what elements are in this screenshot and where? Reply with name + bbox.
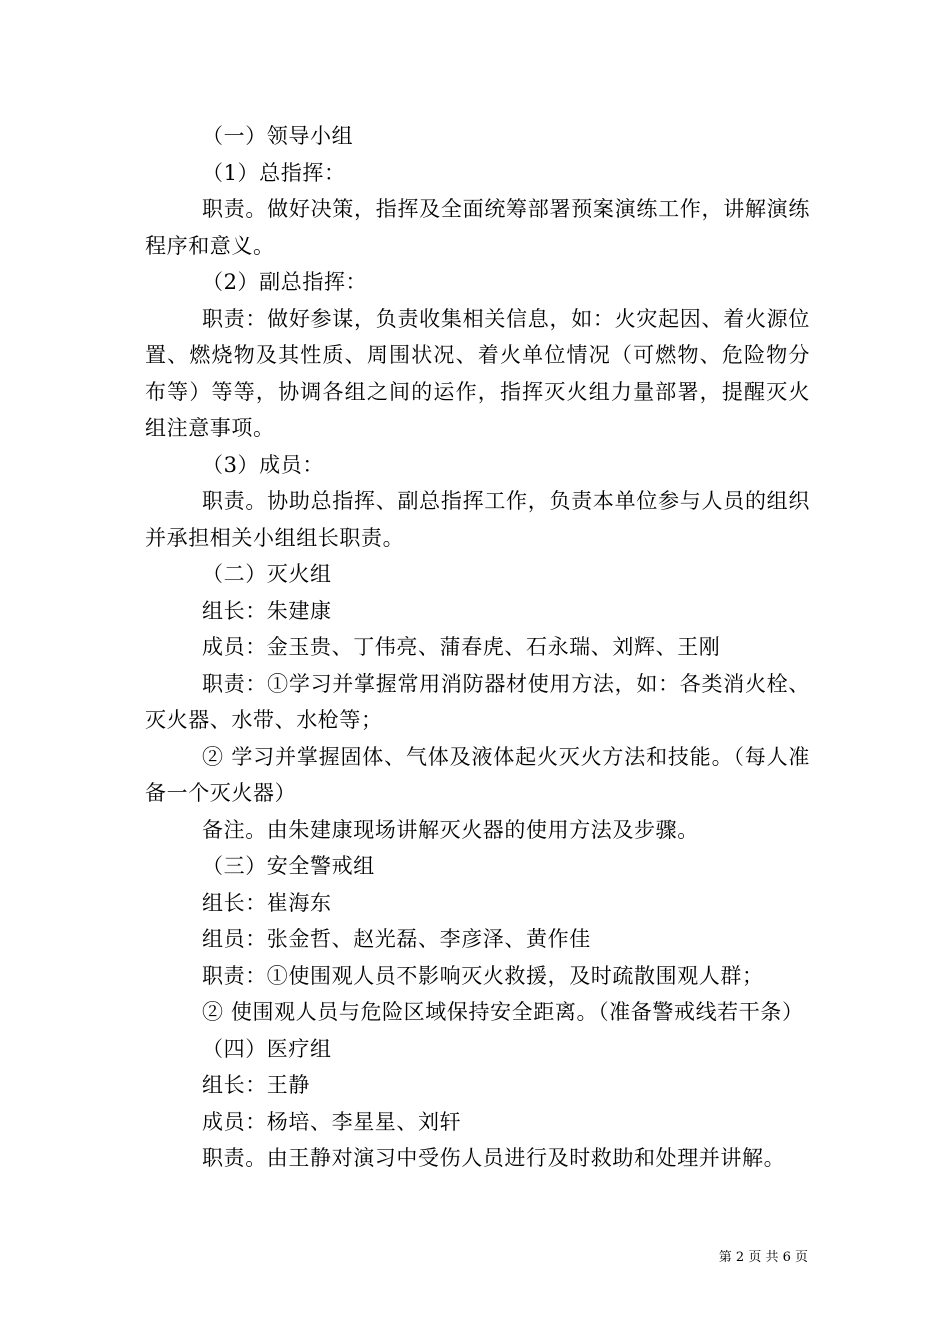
paragraph-firefighting-duty-1: 职责：①学习并掌握常用消防器材使用方法，如：各类消火栓、灭火器、水带、水枪等； [145,671,810,732]
paragraph-commander-duty: 职责。做好决策，指挥及全面统筹部署预案演练工作，讲解演练程序和意义。 [145,197,810,258]
paragraph-members-duty: 职责。协助总指挥、副总指挥工作，负责本单位参与人员的组织并承担相关小组组长职责。 [145,489,810,550]
subheading-deputy-commander: （2）副总指挥： [202,270,368,294]
paragraph-security-duty-2: ② 使围观人员与危险区域保持安全距离。（准备警戒线若干条） [202,1000,804,1024]
document-body [145,118,810,1177]
paragraph-medical-leader: 组长：王静 [202,1073,310,1097]
paragraph-firefighting-note: 备注。由朱建康现场讲解灭火器的使用方法及步骤。 [202,817,699,842]
subheading-commander: （1）总指挥： [202,160,346,185]
paragraph-medical-duty: 职责。由王静对演习中受伤人员进行及时救助和处理并讲解。 [202,1146,786,1170]
paragraph-firefighting-duty-2: ② 学习并掌握固体、气体及液体起火灭火方法和技能。（每人准备一个灭火器） [145,744,810,805]
paragraph-medical-members: 成员：杨培、李星星、刘轩 [202,1109,462,1134]
paragraph-security-duty-1: 职责：①使围观人员不影响灭火救援，及时疏散围观人群； [202,963,764,988]
heading-security-group: （三）安全警戒组 [202,854,375,878]
heading-firefighting-group: （二）灭火组 [202,562,332,586]
paragraph-security-leader: 组长：崔海东 [202,890,332,915]
subheading-members: （3）成员： [202,452,324,477]
heading-leadership-group: （一）领导小组 [202,124,354,148]
paragraph-firefighting-members: 成员：金玉贵、丁伟亮、蒲春虎、石永瑞、刘辉、王刚 [202,635,721,659]
paragraph-firefighting-leader: 组长：朱建康 [202,598,332,623]
heading-medical-group: （四）医疗组 [202,1036,332,1061]
page-number-footer: 第 2 页 共 6 页 [718,1250,808,1265]
paragraph-security-members: 组员：张金哲、赵光磊、李彦泽、黄作佳 [202,927,591,951]
paragraph-deputy-duty: 职责：做好参谋，负责收集相关信息，如：火灾起因、着火源位置、燃烧物及其性质、周围状况、着火单位情况（可燃物、危险物分布等）等等，协调各组之间的运作，指挥灭火组力量部署，提醒灭火组注意事项。 [145,306,810,440]
